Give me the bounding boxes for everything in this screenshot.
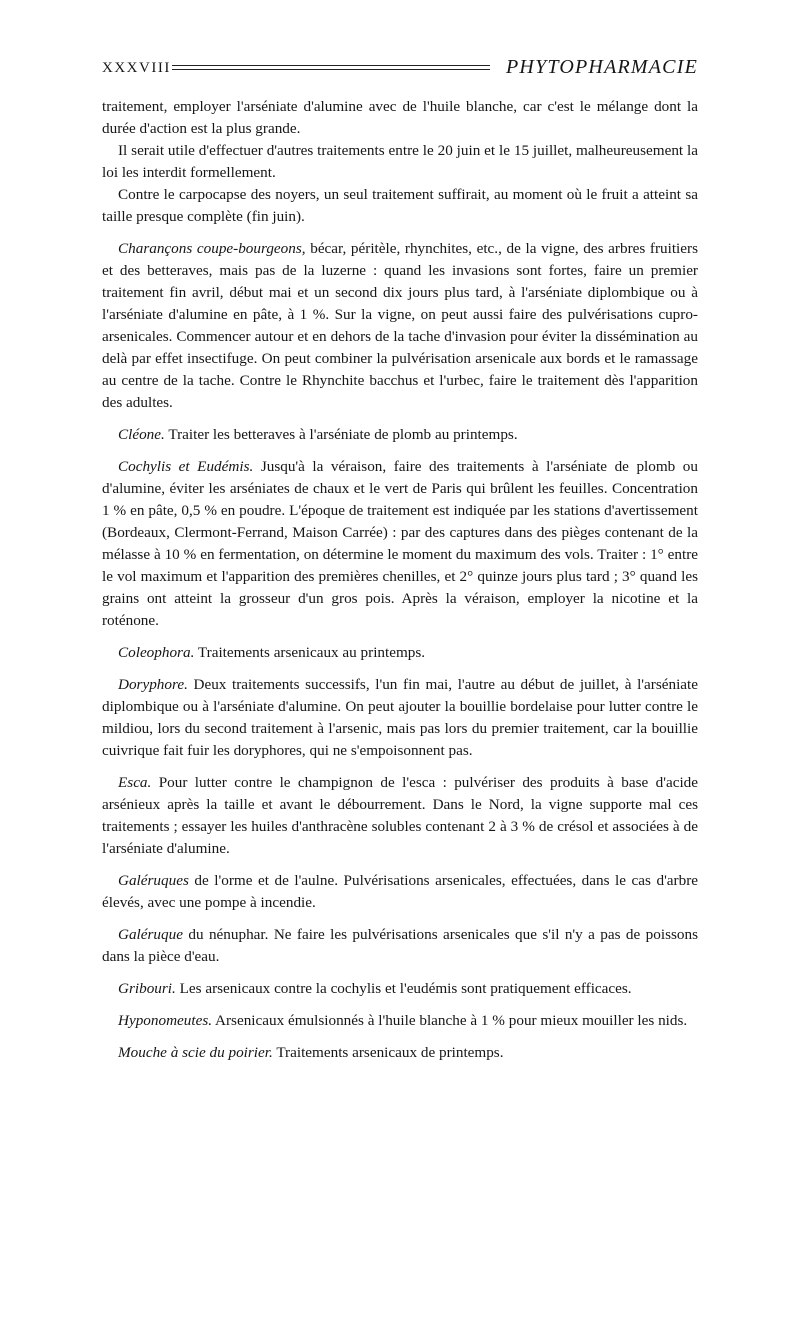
paragraph [102, 1042, 698, 1064]
entry-text: du nénuphar. Ne faire les pulvérisations arsenicales que s'il n'y a pas de poissons dans la pièce d'eau. [102, 926, 698, 965]
entry-term: Esca. [118, 774, 152, 791]
paragraph [102, 924, 698, 968]
entry-term: Coleophora. [118, 644, 195, 661]
entry-text: traitement, employer l'arséniate d'alumine avec de l'huile blanche, car c'est le mélange dont la durée d'action est la plus grande. [102, 98, 698, 137]
paragraph [102, 184, 698, 228]
header-rule [172, 65, 490, 70]
paragraph [102, 674, 698, 762]
page-number: XXXVIII [102, 60, 171, 76]
running-title: PHYTOPHARMACIE [506, 56, 698, 78]
entry-term: Cochylis et Eudémis. [118, 458, 254, 475]
paragraph [102, 238, 698, 414]
entry-text: Deux traitements successifs, l'un fin mai, l'autre au début de juillet, à l'arséniate diplombique ou à l'arséniate d'alumine. On peut ajouter la bouillie bordelaise pour lutter contre le mildiou, lors du second traitement à l'arsenic, mais pas lors du premier traitement, car la bouillie cuivrique fait fuir les doryphores, qui ne s'empoisonnent pas. [102, 676, 698, 759]
paragraph [102, 1010, 698, 1032]
paragraph [102, 96, 698, 140]
paragraph [102, 424, 698, 446]
entry-term: Cléone. [118, 426, 165, 443]
entry-text: Jusqu'à la véraison, faire des traitements à l'arséniate de plomb ou d'alumine, éviter les arséniates de chaux et le vert de Paris qui brûlent les feuilles. Concentration 1 % en pâte, 0,5 % en poudre. L'époque de traitement est indiquée par les stations d'avertissement (Bordeaux, Clermont-Ferrand, Maison Carrée) : par des captures dans des pièges contenant de la mélasse à 10 % en fermentation, on détermine le moment du maximum des vols. Traiter : 1° entre le vol maximum et l'apparition des premières chenilles, et 2° quinze jours plus tard ; 3° quand les grains ont atteint la grosseur d'un gros pois. Après la véraison, employer la nicotine et la roténone. [102, 458, 698, 629]
paragraph [102, 642, 698, 664]
entry-text: Il serait utile d'effectuer d'autres traitements entre le 20 juin et le 15 juillet, malheureusement la loi les interdit formellement. [102, 142, 698, 181]
entry-text: Traitements arsenicaux au printemps. [194, 644, 426, 661]
page-body [102, 96, 698, 1064]
page-header [102, 58, 698, 86]
paragraph [102, 456, 698, 632]
entry-text: Les arsenicaux contre la cochylis et l'eudémis sont pratiquement efficaces. [175, 980, 632, 997]
entry-term: Charançons coupe-bourgeons, [118, 240, 306, 257]
entry-text: Traitements arsenicaux de printemps. [272, 1044, 504, 1061]
entry-term: Hyponomeutes. [118, 1012, 213, 1029]
paragraph [102, 978, 698, 1000]
entry-text: Arsenicaux émulsionnés à l'huile blanche à 1 % pour mieux mouiller les nids. [212, 1012, 688, 1029]
entry-term: Gribouri. [118, 980, 176, 997]
entry-text: Contre le carpocapse des noyers, un seul traitement suffirait, au moment où le fruit a atteint sa taille presque complète (fin juin). [102, 186, 698, 225]
entry-text: de l'orme et de l'aulne. Pulvérisations arsenicales, effectuées, dans le cas d'arbre élevés, avec une pompe à incendie. [102, 872, 698, 911]
entry-term: Galéruque [118, 926, 183, 943]
entry-text: Pour lutter contre le champignon de l'esca : pulvériser des produits à base d'acide arsénieux après la taille et avant le débourrement. Dans le Nord, la vigne supporte mal ces traitements ; essayer les huiles d'anthracène solubles contenant 2 à 3 % de crésol et associées à de l'arséniate d'alumine. [102, 774, 698, 857]
entry-term: Doryphore. [118, 676, 188, 693]
entry-text: Traiter les betteraves à l'arséniate de plomb au printemps. [164, 426, 518, 443]
paragraph [102, 772, 698, 860]
entry-text: bécar, péritèle, rhynchites, etc., de la vigne, des arbres fruitiers et des betteraves, mais pas de la luzerne : quand les invasions sont fortes, faire un premier traitement fin avril, début mai et un second dix jours plus tard, à l'arséniate diplombique ou à l'arséniate d'alumine en pâte, à 1 %. Sur la vigne, on peut aussi faire des pulvérisations cupro-arsenicales. Commencer autour et en dehors de la tache d'invasion pour éviter la dissémination au delà par effet insectifuge. On peut combiner la pulvérisation arsenicale aux bords et le ramassage au centre de la tache. Contre le Rhynchite bacchus et l'urbec, faire le traitement dès l'apparition des adultes. [102, 240, 698, 411]
entry-term: Mouche à scie du poirier. [118, 1044, 273, 1061]
paragraph [102, 870, 698, 914]
entry-term: Galéruques [118, 872, 189, 889]
paragraph [102, 140, 698, 184]
